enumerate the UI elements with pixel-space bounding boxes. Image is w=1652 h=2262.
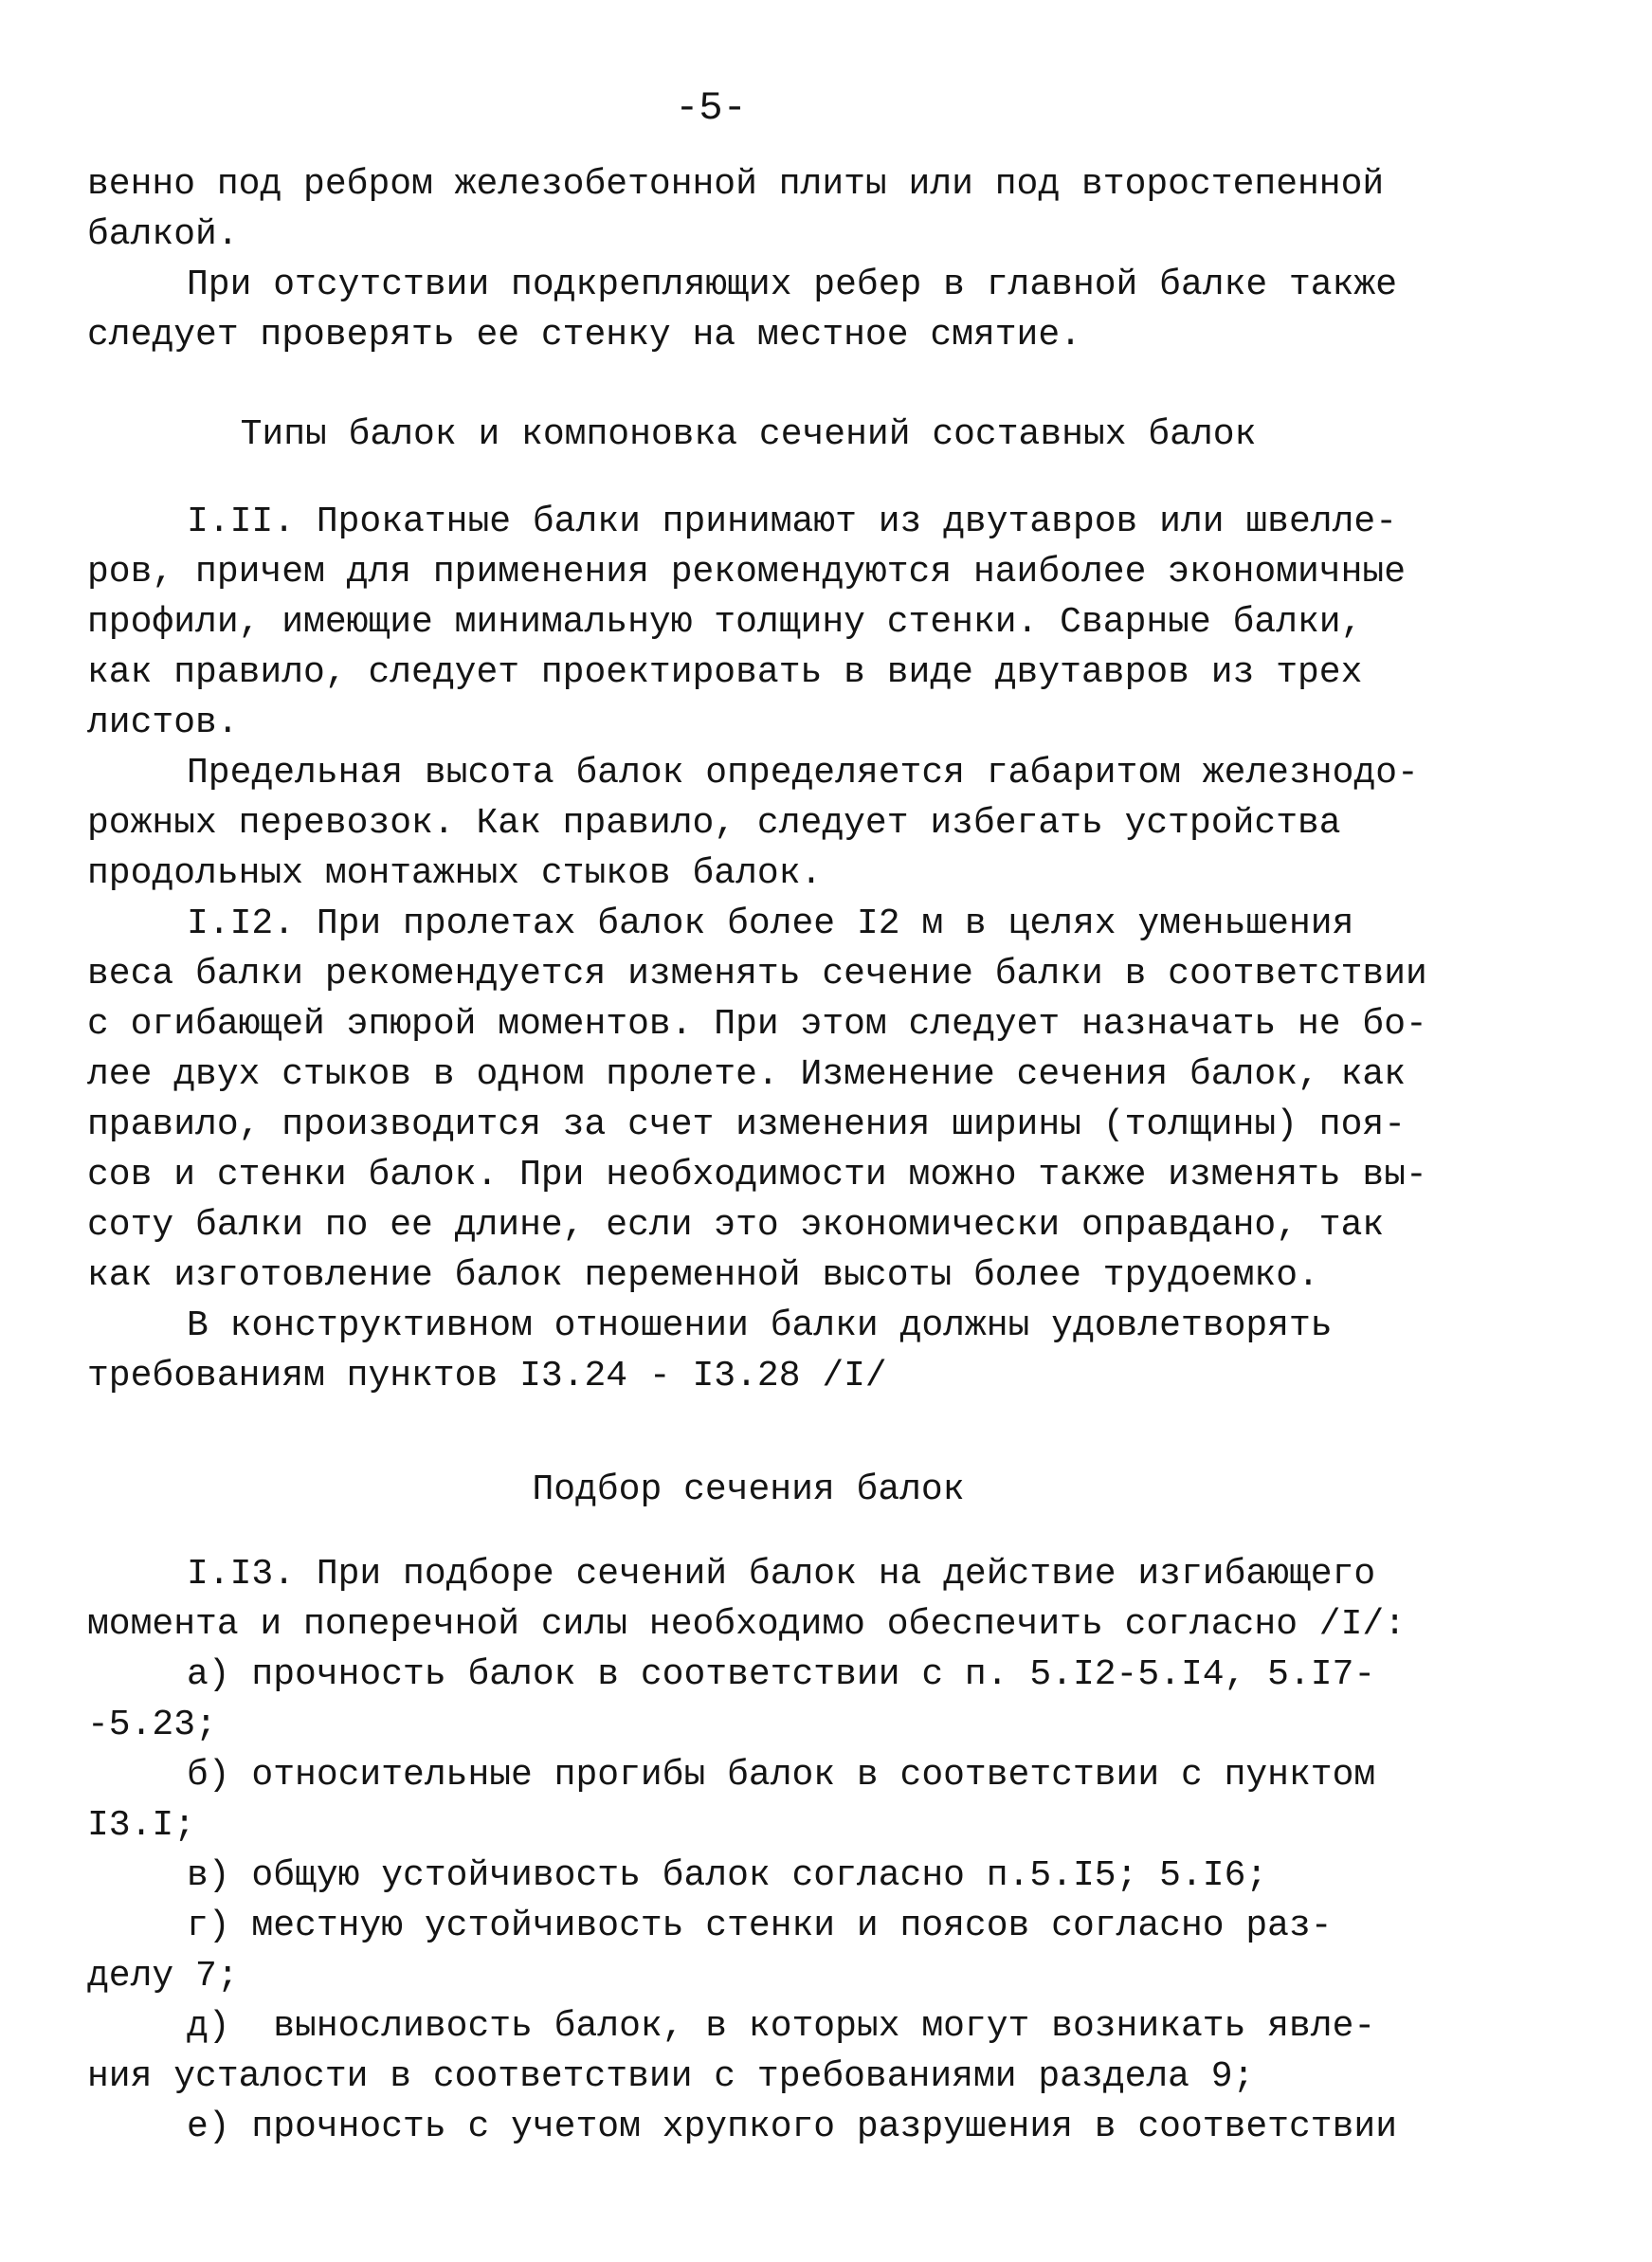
text-line: При отсутствии подкрепляющих ребер в главной балке также [187, 265, 1398, 305]
text-line: -5.23; [87, 1705, 217, 1745]
text-line: ров, причем для применения рекомендуются наиболее экономичные [87, 552, 1407, 593]
text-line: делу 7; [87, 1956, 239, 1997]
section-heading-beam-types: Типы балок и компоновка сечений составных балок [240, 414, 1257, 455]
list-item: д) выносливость балок, в которых могут возникать явле- [187, 2006, 1376, 2047]
section-body-beam-selection [87, 1549, 1414, 2152]
text-line: балкой. [87, 214, 239, 255]
text-line: лее двух стыков в одном пролете. Изменение сечения балок, как [87, 1054, 1407, 1095]
text-line: сов и стенки балок. При необходимости можно также изменять вы- [87, 1155, 1427, 1195]
text-line: ния усталости в соответствии с требованиями раздела 9; [87, 2056, 1255, 2097]
list-item: г) местную устойчивость стенки и поясов согласно раз- [187, 1906, 1333, 1946]
text-line: момента и поперечной силы необходимо обеспечить согласно /I/: [87, 1604, 1407, 1645]
text-line: В конструктивном отношении балки должны удовлетворять [187, 1305, 1333, 1346]
list-item: б) относительные прогибы балок в соответствии с пунктом [187, 1755, 1376, 1796]
section-heading-beam-selection: Подбор сечения балок [532, 1469, 965, 1510]
text-line: с огибающей эпюрой моментов. При этом следует назначать не бо- [87, 1004, 1427, 1045]
text-line: рожных перевозок. Как правило, следует избегать устройства [87, 803, 1341, 844]
section-body-beam-types [87, 497, 1427, 1401]
text-line: правило, производится за счет изменения ширины (толщины) поя- [87, 1104, 1407, 1145]
text-line: I.II. Прокатные балки принимают из двутавров или швелле- [187, 502, 1398, 542]
text-line: как правило, следует проектировать в виде двутавров из трех [87, 652, 1363, 693]
text-line: профили, имеющие минимальную толщину стенки. Сварные балки, [87, 602, 1363, 643]
text-line: I.I3. При подборе сечений балок на действие изгибающего [187, 1554, 1376, 1595]
page-number: -5- [675, 85, 747, 131]
text-line: как изготовление балок переменной высоты более трудоемко. [87, 1255, 1319, 1296]
text-line: листов. [87, 702, 239, 743]
text-line: I.I2. При пролетах балок более I2 м в целях уменьшения [187, 903, 1354, 944]
text-line: продольных монтажных стыков балок. [87, 853, 823, 894]
text-line: Предельная высота балок определяется габаритом железнодо- [187, 753, 1419, 794]
text-line: следует проверять ее стенку на местное смятие. [87, 315, 1081, 356]
list-item: в) общую устойчивость балок согласно п.5.I5; 5.I6; [187, 1855, 1268, 1896]
text-line: I3.I; [87, 1805, 196, 1846]
list-item: а) прочность балок в соответствии с п. 5.I2-5.I4, 5.I7- [187, 1654, 1376, 1695]
intro-paragraph [87, 159, 1414, 360]
text-line: требованиям пунктов I3.24 - I3.28 /I/ [87, 1356, 887, 1396]
text-line: веса балки рекомендуется изменять сечение балки в соответствии [87, 954, 1427, 994]
list-item: е) прочность с учетом хрупкого разрушения в соответствии [187, 2107, 1398, 2147]
text-line: соту балки по ее длине, если это экономически оправдано, так [87, 1205, 1385, 1246]
text-line: венно под ребром железобетонной плиты или под второстепенной [87, 164, 1385, 205]
